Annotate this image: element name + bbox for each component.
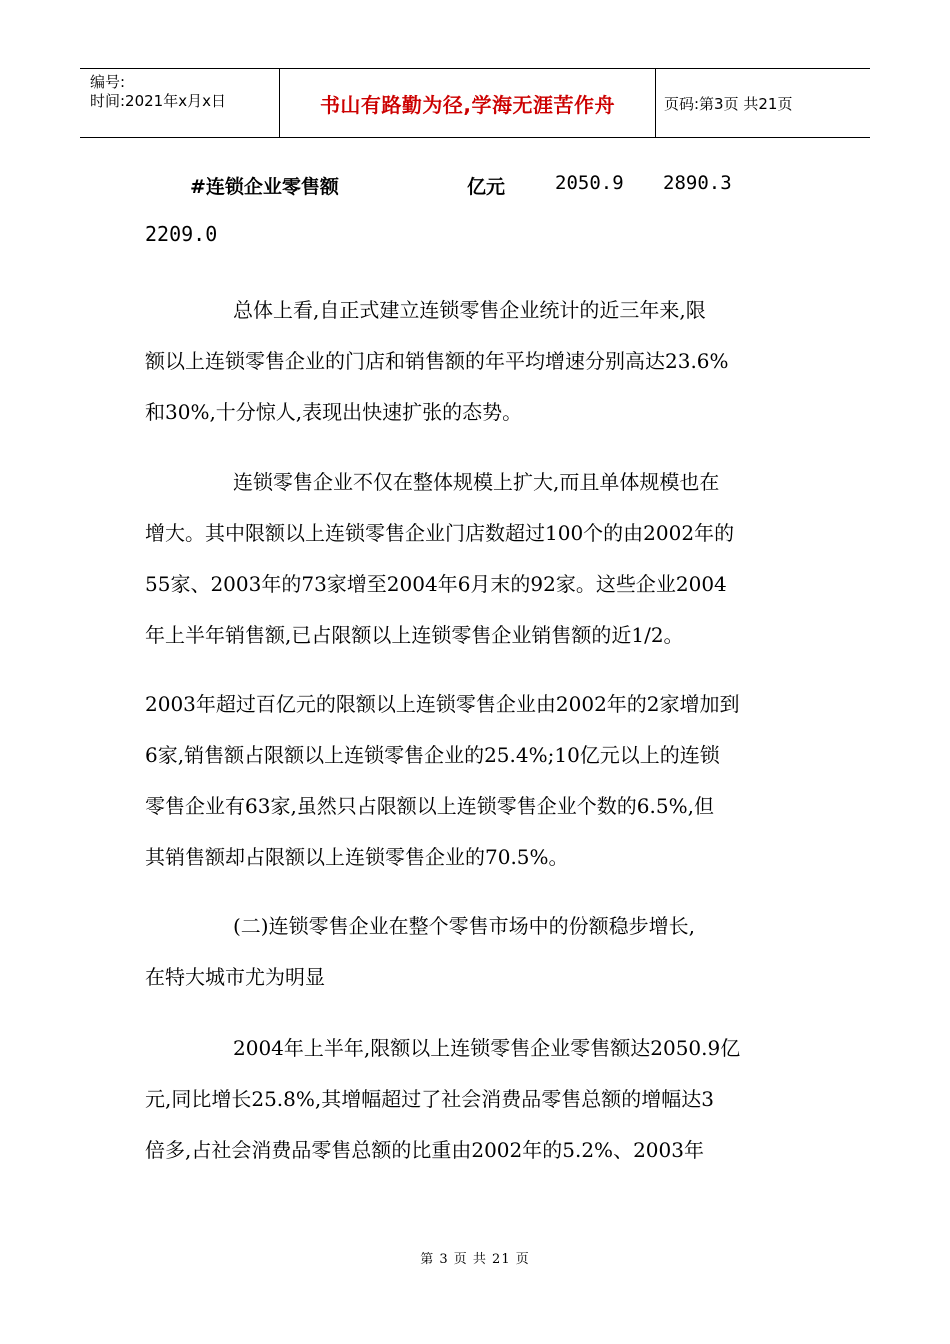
paragraph-5-line-2: 元,同比增长25.8%,其增幅超过了社会消费品零售总额的增幅达3 [145,1087,714,1111]
doc-number-label: 编号: [90,73,126,91]
paragraph-1-line-3: 和30%,十分惊人,表现出快速扩张的态势。 [145,400,523,424]
paragraph-2-line-4: 年上半年销售额,已占限额以上连锁零售企业销售额的近1/2。 [145,623,684,647]
paragraph-5-line-3: 倍多,占社会消费品零售总额的比重由2002年的5.2%、2003年 [145,1138,704,1162]
paragraph-3-line-1: 2003年超过百亿元的限额以上连锁零售企业由2002年的2家增加到 [145,692,740,716]
row-value-3: 2209.0 [145,222,218,246]
paragraph-2-line-1: 连锁零售企业不仅在整体规模上扩大,而且单体规模也在 [233,470,720,494]
paragraph-1-line-1: 总体上看,自正式建立连锁零售企业统计的近三年来,限 [233,298,706,322]
paragraph-1-line-2: 额以上连锁零售企业的门店和销售额的年平均增速分别高达23.6% [145,349,729,373]
page-header [80,68,870,138]
time-label: 时间:2021年x月x日 [90,92,226,110]
row-name: #连锁企业零售额 [190,176,339,198]
row-value-1: 2050.9 [555,172,624,194]
paragraph-3-line-3: 零售企业有63家,虽然只占限额以上连锁零售企业个数的6.5%,但 [145,794,714,818]
paragraph-2-line-2: 增大。其中限额以上连锁零售企业门店数超过100个的由2002年的 [145,521,735,545]
section-heading-line-1: (二)连锁零售企业在整个零售市场中的份额稳步增长, [233,914,695,938]
header-motto: 书山有路勤为径,学海无涯苦作舟 [280,69,656,137]
row-value-2: 2890.3 [663,172,732,194]
header-meta-cell [80,69,280,137]
paragraph-5-line-1: 2004年上半年,限额以上连锁零售企业零售额达2050.9亿 [233,1036,741,1060]
row-unit: 亿元 [467,176,506,198]
section-heading-line-2: 在特大城市尤为明显 [145,965,325,989]
paragraph-3-line-4: 其销售额却占限额以上连锁零售企业的70.5%。 [145,845,569,869]
table-row [145,172,810,198]
paragraph-2-line-3: 55家、2003年的73家增至2004年6月末的92家。这些企业2004 [145,572,727,596]
header-page-info: 页码:第3页 共21页 [664,94,793,113]
page-footer: 第 3 页 共 21 页 [420,1252,530,1267]
paragraph-3-line-2: 6家,销售额占限额以上连锁零售企业的25.4%;10亿元以上的连锁 [145,743,720,767]
